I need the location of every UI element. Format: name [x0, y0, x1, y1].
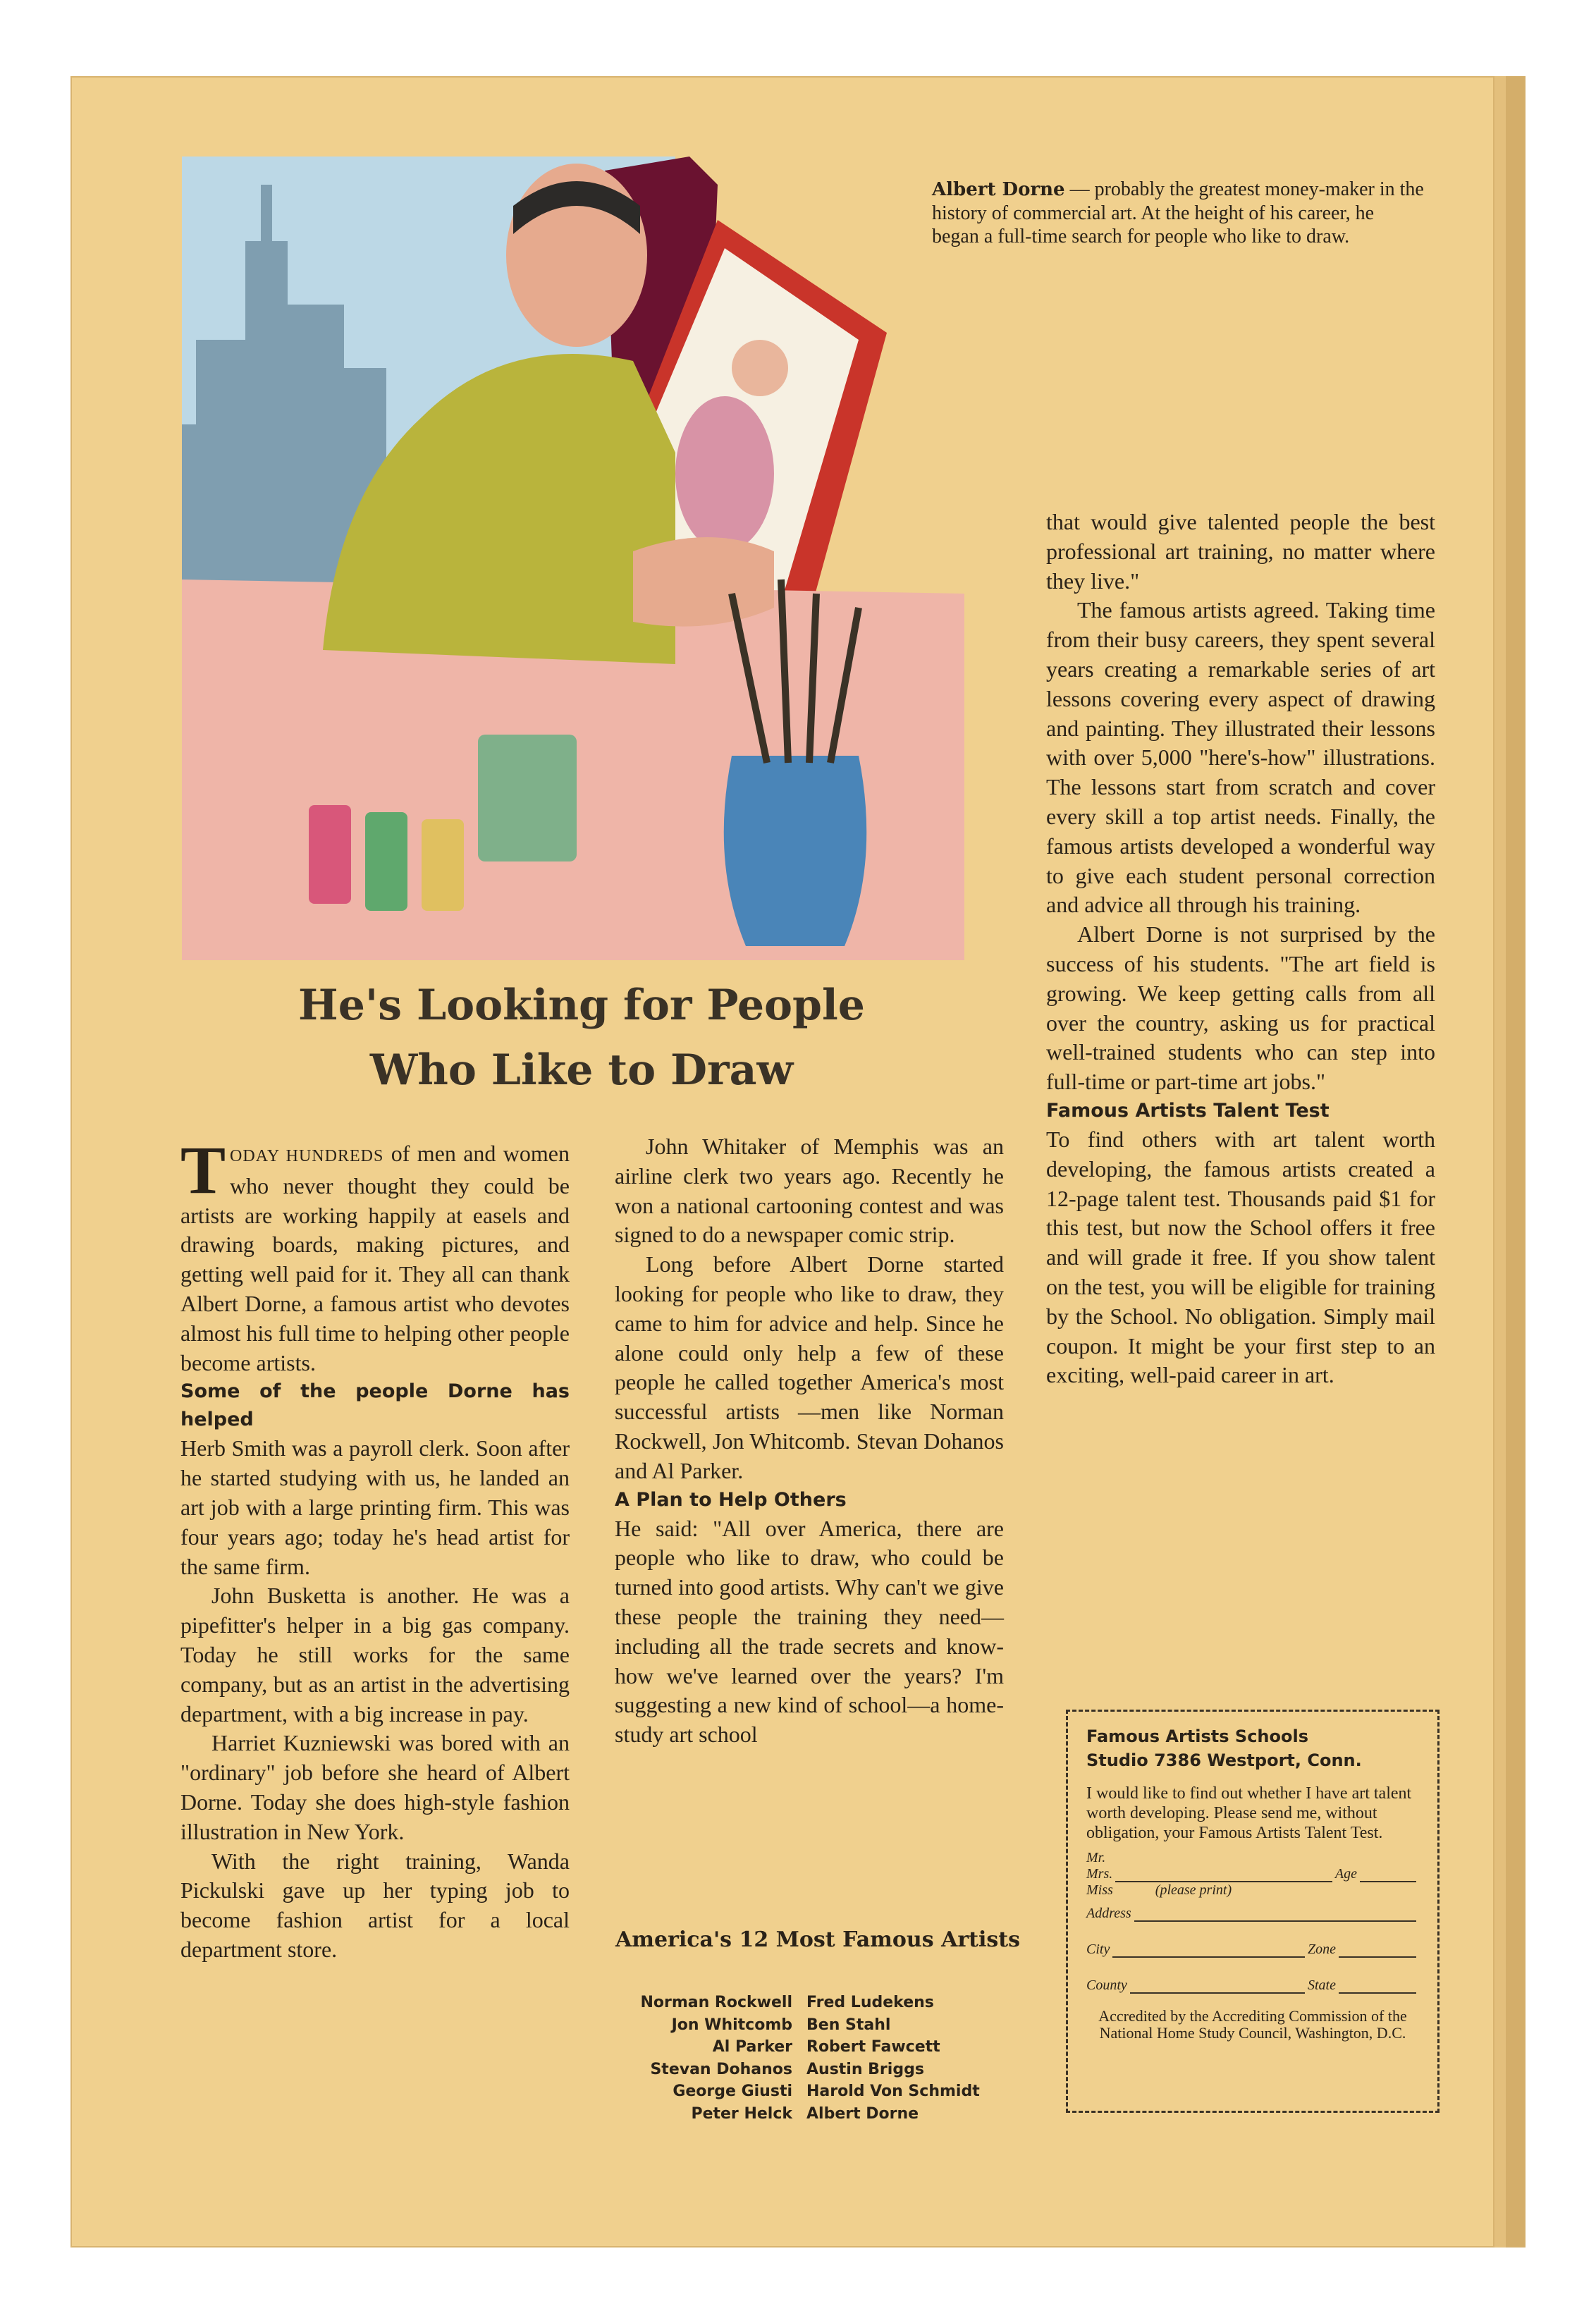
column-2 — [615, 1132, 1004, 1750]
coupon-body: I would like to find out whether I have art talent worth developing. Please send me, without obligation, your Famous Artists Talent Test. — [1086, 1784, 1412, 1842]
mail-coupon[interactable] — [1066, 1710, 1440, 2113]
please-print-note: (please print) — [1155, 1882, 1232, 1898]
column-1 — [180, 1132, 570, 1965]
artist-illustration — [182, 157, 964, 960]
paragraph-john-busketta: John Busketta is another. He was a pipefitter's helper in a big gas company. Today he still works for the same company, but as an artist in the advertising department, with a big increase in pay. — [180, 1583, 570, 1727]
paint-jars — [478, 735, 577, 861]
address-line[interactable] — [1134, 1908, 1416, 1922]
drawing-figure-woman — [675, 396, 774, 551]
artist-name: Austin Briggs — [806, 2060, 924, 2078]
paragraph-talented: that would give talented people the best professional art training, no matter where they live." — [1046, 509, 1435, 594]
paragraph-famous-agreed: The famous artists agreed. Taking time from their busy careers, they spent several years creating a remarkable series of art lessons covering every aspect of drawing and painting. They illustrated their lessons with over 5,000 "here's-how" illustrations. The lessons start from scratch and cover every skill a top artist needs. Finally, the famous artists developed a wonderful way to give each student personal correction and advice all through his training. — [1046, 597, 1435, 918]
coupon-accreditation: Accredited by the Accrediting Commission of the National Home Study Council, Washington, D.C. — [1098, 2007, 1407, 2042]
artist-hand — [633, 537, 774, 627]
paragraph-wanda-pickulski: With the right training, Wanda Pickulski gave up her typing job to become fashion artist for a local department store. — [180, 1848, 570, 1962]
city-label: City — [1086, 1942, 1110, 1957]
coupon-field-miss — [1086, 1882, 1419, 1899]
illustration-caption — [932, 178, 1425, 248]
zone-label: Zone — [1308, 1942, 1336, 1957]
headline — [176, 973, 987, 1103]
artists-row — [606, 2036, 1029, 2059]
artist-name: Fred Ludekens — [806, 1994, 934, 2011]
subhead-helped: Some of the people Dorne has helped — [180, 1380, 570, 1431]
miss-label: Miss — [1086, 1882, 1113, 1898]
name-line[interactable] — [1115, 1868, 1332, 1882]
headline-line-2: Who Like to Draw — [369, 1045, 794, 1095]
paragraph-john-whitaker: John Whitaker of Memphis was an airline clerk two years ago. Recently he won a national cartooning contest and was signed to do a newspaper comic strip. — [615, 1134, 1004, 1248]
coupon-studio-address: Studio 7386 Westport, Conn. — [1086, 1750, 1362, 1770]
artist-name: Jon Whitcomb — [671, 2016, 792, 2034]
coupon-field-address[interactable] — [1086, 1906, 1419, 1922]
artists-row — [606, 2103, 1029, 2126]
artists-row — [606, 2080, 1029, 2103]
paragraph-herb-smith: Herb Smith was a payroll clerk. Soon after he started studying with us, he landed an art job with a large printing firm. This was four years ago; today he's head artist for the same firm. — [180, 1435, 570, 1579]
zone-line[interactable] — [1339, 1944, 1416, 1958]
paragraph-not-surprised: Albert Dorne is not surprised by the success of his students. "The art field is growing. We keep getting calls from all over the country, asking us for practical well-trained students who can step into full-time or part-time art jobs." — [1046, 921, 1435, 1095]
age-line[interactable] — [1360, 1868, 1416, 1882]
artists-title: America's 12 Most Famous Artists — [615, 1927, 1021, 1952]
coupon-field-city[interactable] — [1086, 1942, 1419, 1958]
city-line[interactable] — [1112, 1944, 1305, 1958]
paragraph-long-before: Long before Albert Dorne started looking for people who like to draw, they came to him for advice and help. Since he alone could only help a few of these people he called together America's most successful artists —men like Norman Rockwell, Jon Whitcomb. Stevan Dohanos and Al Parker. — [615, 1251, 1004, 1483]
paragraph-find-others: To find others with art talent worth developing, the famous artists created a 12-page talent test. Thousands paid $1 for this test, but now the School offers it free and will grade it free. If you show talent on the test, you will be eligible for training by the School. No obligation. Simply mail coupon. It might be your first step to an exciting, well-paid career in art. — [1046, 1126, 1435, 1388]
artist-name: Albert Dorne — [806, 2104, 919, 2123]
artists-list — [606, 1992, 1029, 2125]
paragraph-harriet-kuzniewski: Harriet Kuzniewski was bored with an "ordinary" job before she heard of Albert Dorne. Today she does high-style fashion illustration in New York. — [180, 1730, 570, 1844]
county-label: County — [1086, 1977, 1127, 1993]
paint-tubes — [309, 805, 464, 911]
artist-name: Al Parker — [712, 2038, 792, 2056]
artists-row — [606, 1992, 1029, 2014]
caption-name: Albert Dorne — [932, 179, 1065, 200]
artist-name: Robert Fawcett — [806, 2038, 940, 2056]
page-spine — [1506, 76, 1526, 2248]
age-label: Age — [1334, 1866, 1357, 1882]
artist-name: Peter Helck — [691, 2104, 792, 2123]
state-label: State — [1308, 1977, 1336, 1993]
artist-name: Norman Rockwell — [640, 1994, 792, 2011]
headline-line-1: He's Looking for People — [298, 981, 865, 1030]
subhead-talent-test: Famous Artists Talent Test — [1046, 1099, 1330, 1122]
county-line[interactable] — [1130, 1980, 1305, 1994]
coupon-school-name: Famous Artists Schools — [1086, 1727, 1308, 1746]
mrs-label: Mrs. — [1086, 1866, 1113, 1882]
caption-text: — probably the greatest money-maker in the history of commercial art. At the height of his career, he began a full-time search for people who like to draw. — [932, 178, 1424, 247]
artist-name: George Giusti — [673, 2083, 792, 2100]
artist-name: Ben Stahl — [806, 2016, 891, 2034]
artists-row — [606, 2014, 1029, 2037]
intro-paragraph — [180, 1132, 570, 1378]
intro-text: of men and women who never thought they could be artists are working happily at easels and drawing boards, making pictures, and getting well paid for it. They all can thank Albert Dorne, a famous artist who devotes almost his full time to helping other people become artists. — [180, 1141, 570, 1375]
mr-label: Mr. — [1086, 1850, 1106, 1865]
paragraph-he-said: He said: "All over America, there are people who like to draw, who could be turned into good artists. Why can't we give these people the training they need—including all the trade secrets and know-how we've learned over the years? I'm suggesting a new kind of school—a home-study art school — [615, 1515, 1004, 1748]
column-3 — [1046, 508, 1435, 1390]
address-label: Address — [1086, 1906, 1131, 1921]
artist-name: Stevan Dohanos — [650, 2060, 792, 2078]
coupon-field-name[interactable] — [1086, 1866, 1419, 1882]
drawing-figure-man — [732, 340, 788, 396]
artist-name: Harold Von Schmidt — [806, 2083, 980, 2100]
coupon-field-county[interactable] — [1086, 1977, 1419, 1994]
intro-smallcaps: ODAY HUNDREDS — [230, 1147, 384, 1165]
drop-cap: T — [180, 1132, 226, 1208]
subhead-plan: A Plan to Help Others — [615, 1488, 847, 1511]
state-line[interactable] — [1339, 1980, 1416, 1994]
brush-jar — [724, 756, 867, 946]
coupon-field-mr[interactable] — [1086, 1850, 1419, 1866]
artists-row — [606, 2059, 1029, 2081]
